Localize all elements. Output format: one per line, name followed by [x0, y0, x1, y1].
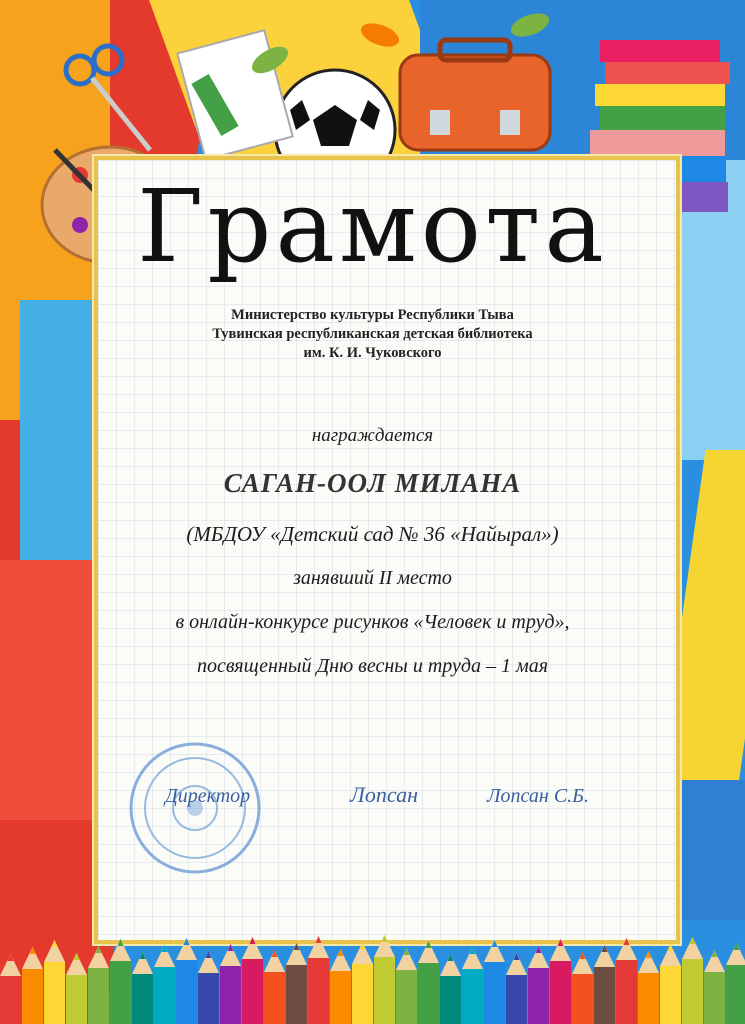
signature-position: Директор	[165, 785, 251, 807]
pencil-body	[66, 975, 87, 1024]
dedication-text: посвященный Дню весны и труда – 1 мая	[196, 655, 548, 677]
pencil-body	[22, 969, 43, 1024]
pencil-body	[726, 965, 745, 1024]
pencil-lead	[624, 938, 630, 945]
colored-pencils-border	[0, 900, 745, 1024]
pencil-body	[660, 966, 681, 1024]
pencil-lead	[734, 943, 740, 950]
pencil-body	[528, 968, 549, 1024]
pencil-lead	[602, 945, 608, 952]
official-stamp-icon	[125, 738, 265, 878]
director-name: Лопсан С.Б.	[487, 785, 589, 807]
scissors-icon	[66, 46, 150, 150]
pencil-body	[198, 973, 219, 1024]
pencil-lead	[360, 942, 366, 949]
pencil-lead	[448, 954, 454, 961]
pencil-body	[44, 962, 65, 1024]
pencil-body	[110, 961, 131, 1024]
pencil-lead	[492, 940, 498, 947]
pencil-lead	[8, 954, 14, 961]
pencil-body	[704, 972, 725, 1024]
org-line-2: Тувинская республиканская детская библиотека	[212, 326, 533, 342]
pencil-lead	[206, 951, 212, 958]
pencil-lead	[404, 948, 410, 955]
pencil-body	[242, 959, 263, 1024]
pencil-lead	[140, 952, 146, 959]
pencil-body	[88, 968, 109, 1024]
pencil-lead	[316, 936, 322, 943]
pencil-lead	[470, 947, 476, 954]
pencil-body	[286, 965, 307, 1024]
pencil-lead	[74, 953, 80, 960]
pencil-body	[396, 970, 417, 1024]
pencil-body	[506, 975, 527, 1024]
pencil-lead	[668, 944, 674, 951]
pencil-lead	[382, 935, 388, 942]
pencil-lead	[162, 945, 168, 952]
pencil-body	[440, 976, 461, 1024]
pencil-lead	[338, 949, 344, 956]
org-line-1: Министерство культуры Республики Тыва	[231, 307, 514, 323]
pencil-body	[352, 964, 373, 1024]
pencil-lead	[712, 950, 718, 957]
pencil-lead	[646, 951, 652, 958]
pencil-body	[638, 973, 659, 1024]
director-signature: Лопсан	[350, 782, 419, 807]
recipient-name: САГАН-ООЛ МИЛАНА	[223, 468, 522, 498]
pencil-body	[154, 967, 175, 1024]
pencil-lead	[294, 943, 300, 950]
pencil-lead	[690, 937, 696, 944]
pencil-body	[462, 969, 483, 1024]
institution-text: (МБДОУ «Детский сад № 36 «Найырал»)	[186, 522, 559, 546]
pencil-lead	[184, 938, 190, 945]
pencil-lead	[536, 946, 542, 953]
pencil-lead	[228, 944, 234, 951]
pencil-body	[330, 971, 351, 1024]
pencil-body	[0, 976, 21, 1024]
contest-text: в онлайн-конкурсе рисунков «Человек и труд»,	[175, 611, 570, 633]
pencil-body	[594, 967, 615, 1024]
pencil-body	[550, 961, 571, 1024]
pencil-body	[616, 960, 637, 1024]
pencil-lead	[580, 952, 586, 959]
pencil-lead	[426, 941, 432, 948]
briefcase-icon	[400, 40, 550, 150]
pencil-lead	[52, 940, 58, 947]
pencil-body	[374, 957, 395, 1024]
awarded-text: награждается	[311, 425, 434, 446]
pencil-lead	[30, 947, 36, 954]
pencil-lead	[272, 950, 278, 957]
pencil-lead	[558, 939, 564, 946]
pencil-body	[418, 963, 439, 1024]
pencil-lead	[96, 946, 102, 953]
org-line-3: им. К. И. Чуковского	[303, 345, 442, 361]
pencil-body	[484, 962, 505, 1024]
pencil-lead	[514, 953, 520, 960]
pencil-body	[264, 972, 285, 1024]
pencil-body	[572, 974, 593, 1024]
certificate-title: Грамота	[137, 168, 608, 285]
pencil-body	[220, 966, 241, 1024]
pencil-lead	[118, 939, 124, 946]
pencil-body	[308, 958, 329, 1024]
pencil-body	[176, 960, 197, 1024]
pencil-body	[682, 959, 703, 1024]
pencil-lead	[250, 937, 256, 944]
place-text: занявший II место	[293, 567, 452, 589]
pencil-body	[132, 974, 153, 1024]
